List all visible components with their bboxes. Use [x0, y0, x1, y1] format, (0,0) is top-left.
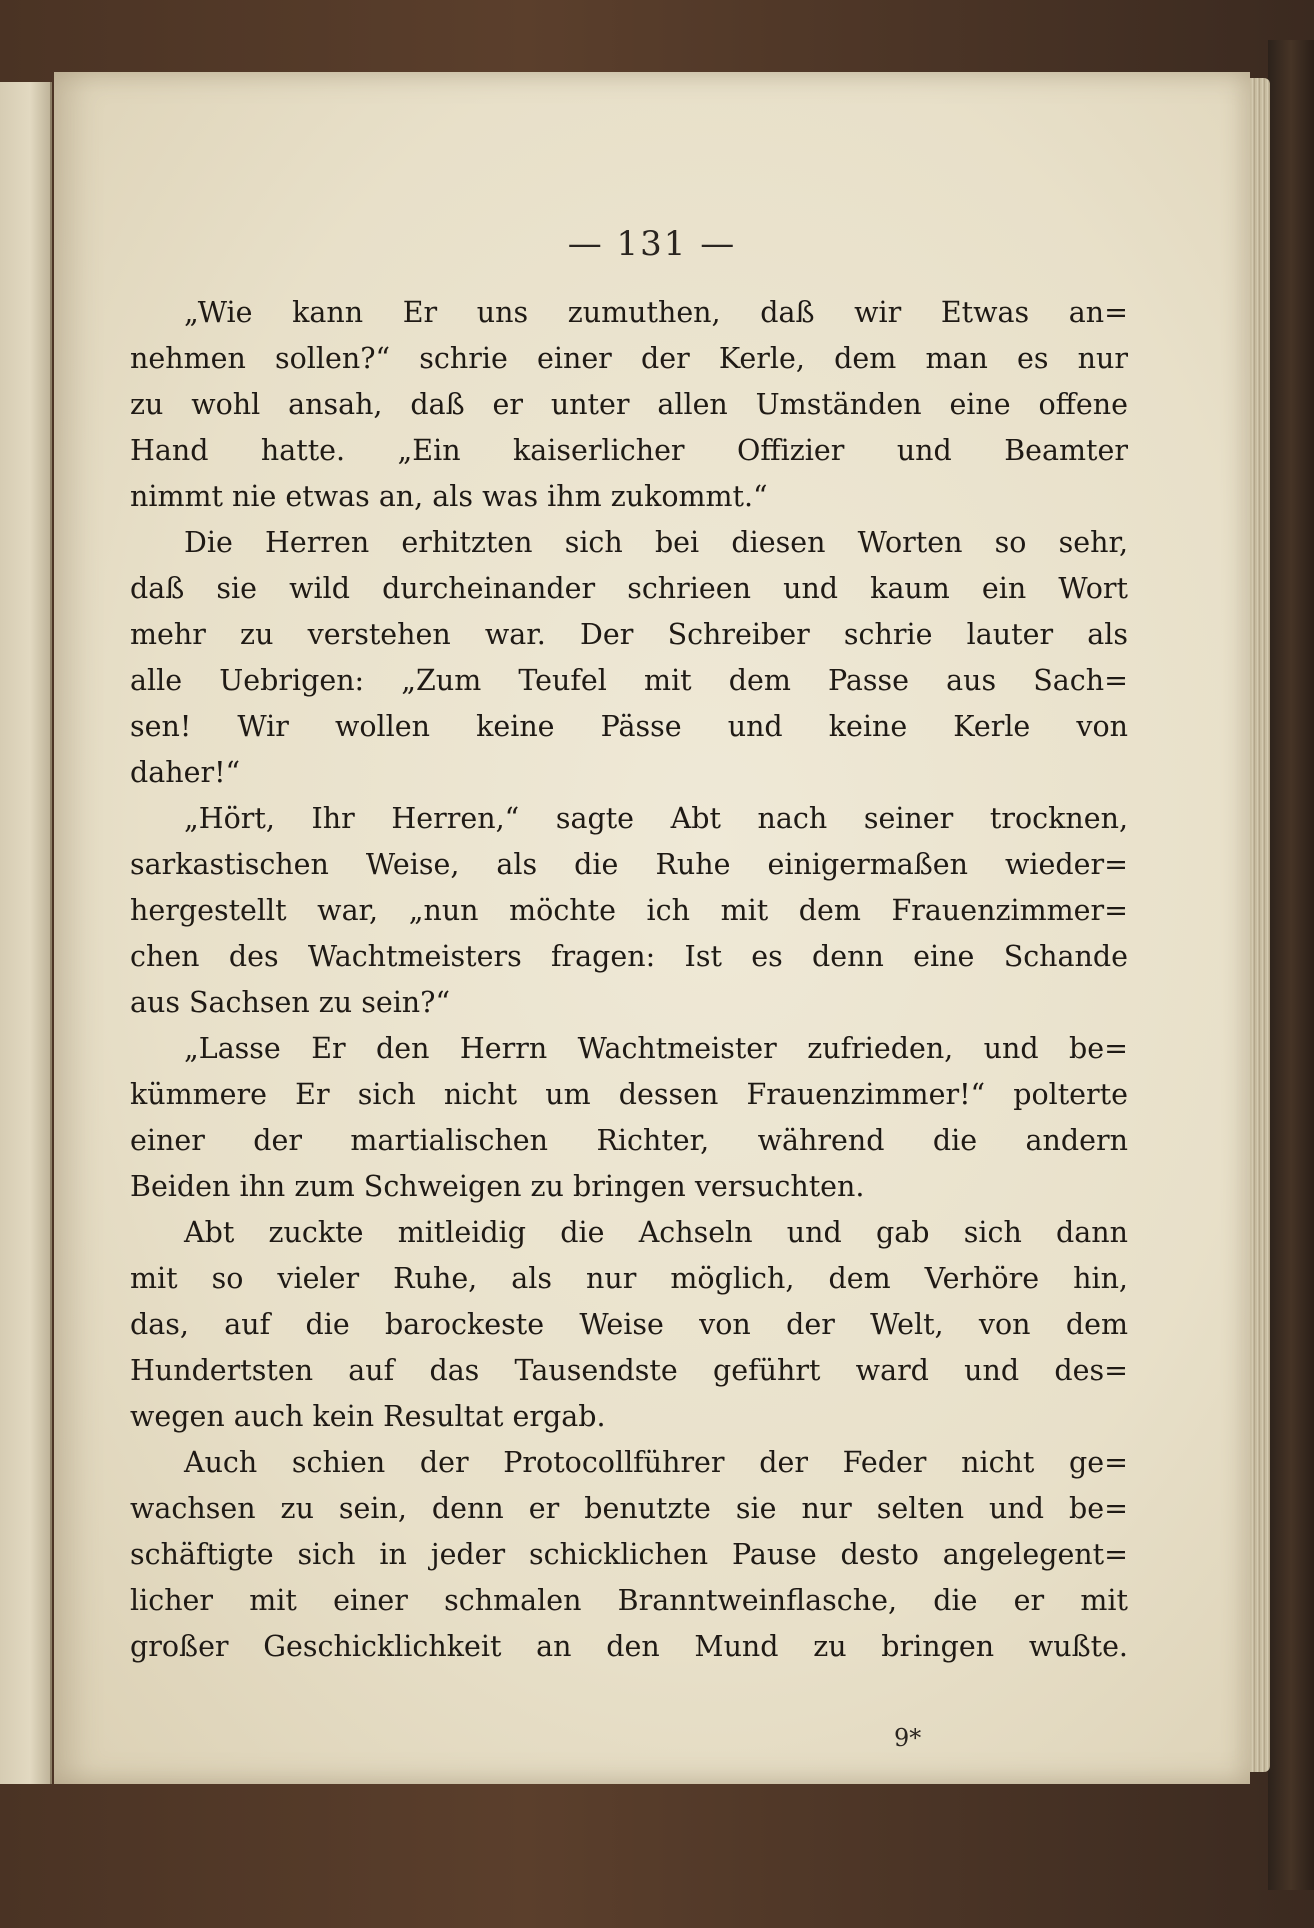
text-line: kümmere Er sich nicht um dessen Frauenzimmer!“ polterte	[130, 1078, 1128, 1111]
text-line: wegen auch kein Resultat ergab.	[130, 1400, 606, 1433]
text-line: daher!“	[130, 756, 241, 789]
text-line: nimmt nie etwas an, als was ihm zukommt.“	[130, 480, 768, 513]
text-line: „Hört, Ihr Herren,“ sagte Abt nach seiner trocknen,	[184, 802, 1128, 835]
text-line: Auch schien der Protocollführer der Feder nicht ge=	[184, 1446, 1128, 1479]
text-line: mit so vieler Ruhe, als nur möglich, dem Verhöre hin,	[130, 1262, 1128, 1295]
text-line: das, auf die barockeste Weise von der Welt, von dem	[130, 1308, 1128, 1341]
page-number: — 131 —	[567, 224, 737, 264]
facing-page-edge	[0, 82, 52, 1784]
text-line: hergestellt war, „nun möchte ich mit dem Frauenzimmer=	[130, 894, 1128, 927]
text-line: Abt zuckte mitleidig die Achseln und gab sich dann	[184, 1216, 1128, 1249]
text-line: nehmen sollen?“ schrie einer der Kerle, dem man es nur	[130, 342, 1128, 375]
text-line: Die Herren erhitzten sich bei diesen Worten so sehr,	[184, 526, 1128, 559]
text-line: daß sie wild durcheinander schrieen und kaum ein Wort	[130, 572, 1128, 605]
text-line: licher mit einer schmalen Branntweinflasche, die er mit	[130, 1584, 1128, 1617]
text-line: „Wie kann Er uns zumuthen, daß wir Etwas an=	[184, 296, 1128, 329]
text-line: „Lasse Er den Herrn Wachtmeister zufrieden, und be=	[184, 1032, 1128, 1065]
text-line: Beiden ihn zum Schweigen zu bringen versuchten.	[130, 1170, 865, 1203]
text-line: aus Sachsen zu sein?“	[130, 986, 451, 1019]
text-line: Hundertsten auf das Tausendste geführt ward und des=	[130, 1354, 1128, 1387]
signature-mark: 9*	[894, 1724, 922, 1752]
text-line: wachsen zu sein, denn er benutzte sie nur selten und be=	[130, 1492, 1128, 1525]
text-line: zu wohl ansah, daß er unter allen Umständen eine offene	[130, 388, 1128, 421]
body-text	[130, 290, 1128, 1670]
text-line: schäftigte sich in jeder schicklichen Pause desto angelegent=	[130, 1538, 1128, 1571]
text-line: chen des Wachtmeisters fragen: Ist es denn eine Schande	[130, 940, 1128, 973]
text-line: einer der martialischen Richter, während die andern	[130, 1124, 1128, 1157]
text-line: alle Uebrigen: „Zum Teufel mit dem Passe aus Sach=	[130, 664, 1128, 697]
text-line: Hand hatte. „Ein kaiserlicher Offizier und Beamter	[130, 434, 1128, 467]
text-line: mehr zu verstehen war. Der Schreiber schrie lauter als	[130, 618, 1128, 651]
text-line: großer Geschicklichkeit an den Mund zu bringen wußte.	[130, 1630, 1128, 1663]
book-page	[54, 72, 1250, 1784]
book-cover-edge	[1268, 40, 1314, 1890]
text-line: sarkastischen Weise, als die Ruhe einigermaßen wieder=	[130, 848, 1128, 881]
text-line: sen! Wir wollen keine Pässe und keine Kerle von	[130, 710, 1128, 743]
